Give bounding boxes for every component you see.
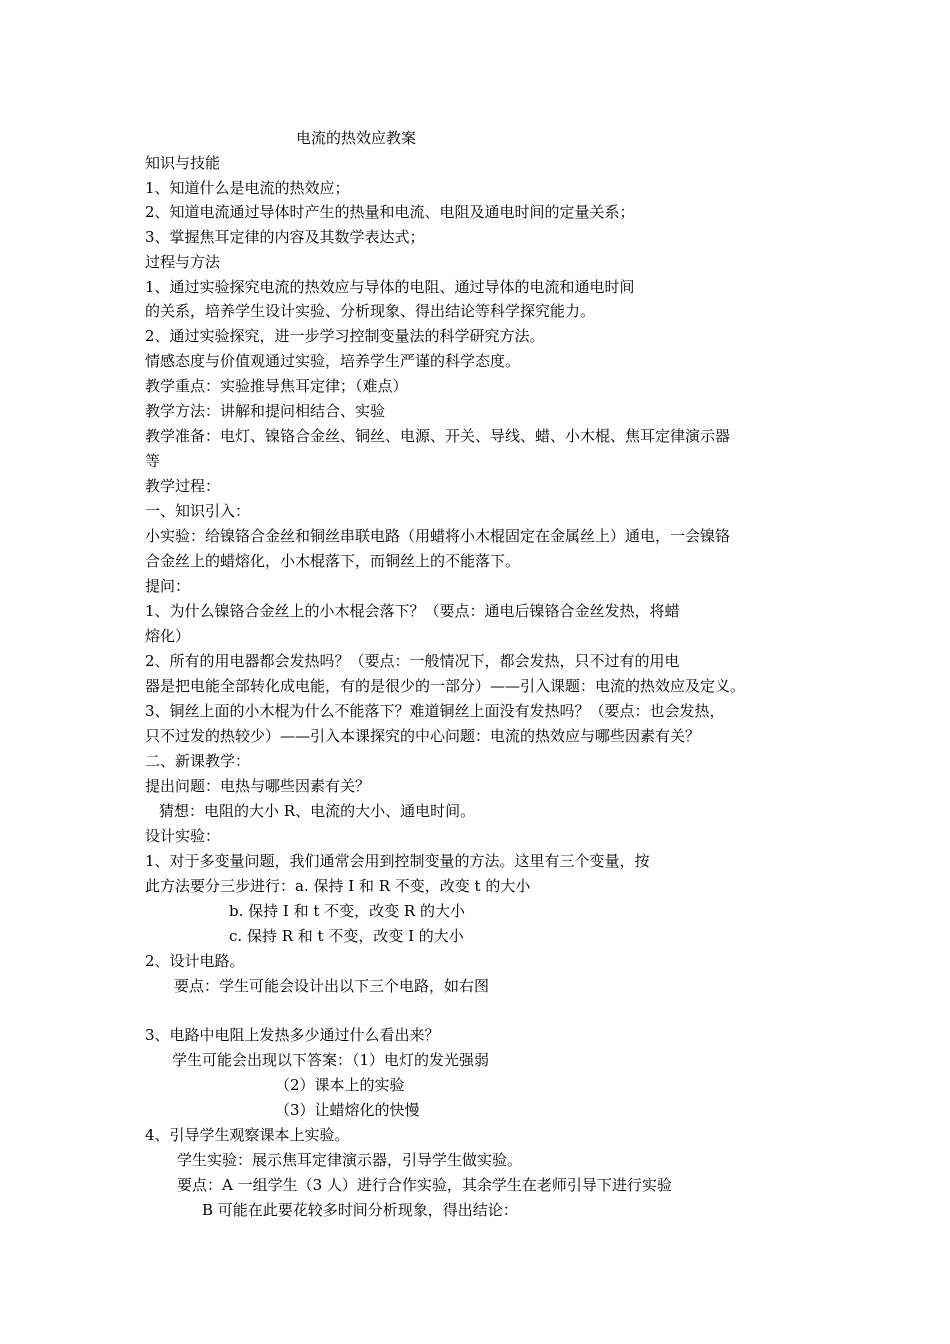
text-line: 提问： — [145, 577, 191, 595]
text-line: 情感态度与价值观通过实验，培养学生严谨的科学态度。 — [145, 352, 521, 370]
text-line: 学生可能会出现以下答案：（1）电灯的发光强弱 — [172, 1051, 490, 1069]
text-line: 教学过程： — [145, 477, 221, 495]
text-line: 设计实验： — [145, 827, 221, 845]
text-line: 教学准备：电灯、镍铬合金丝、铜丝、电源、开关、导线、蜡、小木棍、焦耳定律演示器 — [145, 427, 731, 445]
text-line: 3、电路中电阻上发热多少通过什么看出来？ — [145, 1026, 440, 1044]
text-line: 3、掌握焦耳定律的内容及其数学表达式； — [145, 228, 425, 246]
text-line: 的关系，培养学生设计实验、分析现象、得出结论等科学探究能力。 — [145, 302, 596, 320]
text-line: 合金丝上的蜡熔化，小木棍落下，而铜丝上的不能落下。 — [145, 552, 521, 570]
text-line: 1、对于多变量问题，我们通常会用到控制变量的方法。这里有三个变量，按 — [145, 852, 650, 870]
text-line: 教学方法：讲解和提问相结合、实验 — [145, 402, 386, 420]
text-line: 知识与技能 — [145, 154, 221, 172]
text-line: 4、引导学生观察课本上实验。 — [145, 1126, 350, 1144]
text-line: 器是把电能全部转化成电能，有的是很少的一部分）——引入课题：电流的热效应及定义。 — [145, 677, 746, 695]
text-line: 等 — [145, 452, 161, 470]
text-line: 过程与方法 — [145, 253, 221, 271]
text-line: 教学重点：实验推导焦耳定律；（难点） — [145, 377, 408, 395]
text-line: 学生实验：展示焦耳定律演示器，引导学生做实验。 — [177, 1151, 523, 1169]
text-line: 提出问题：电热与哪些因素有关？ — [145, 777, 371, 795]
document-title: 电流的热效应教案 — [296, 129, 417, 147]
text-line: 2、所有的用电器都会发热吗？（要点：一般情况下，都会发热，只不过有的用电 — [145, 652, 680, 670]
text-line: 二、新课教学： — [145, 752, 251, 770]
text-line: 1、知道什么是电流的热效应； — [145, 179, 350, 197]
text-line: 熔化） — [145, 627, 191, 645]
text-line: （3）让蜡熔化的快慢 — [275, 1101, 420, 1119]
text-line: 2、知道电流通过导体时产生的热量和电流、电阻及通电时间的定量关系； — [145, 203, 635, 221]
text-line: 要点：学生可能会设计出以下三个电路，如右图 — [174, 977, 490, 995]
text-line: 只不过发的热较少）——引入本课探究的中心问题：电流的热效应与哪些因素有关？ — [145, 727, 701, 745]
text-line: 小实验：给镍铬合金丝和铜丝串联电路（用蜡将小木棍固定在金属丝上）通电，一会镍铬 — [145, 527, 731, 545]
text-line: 2、通过实验探究，进一步学习控制变量法的科学研究方法。 — [145, 327, 545, 345]
text-line: b. 保持 I 和 t 不变，改变 R 的大小 — [229, 902, 465, 920]
text-line: 1、通过实验探究电流的热效应与导体的电阻、通过导体的电流和通电时间 — [145, 278, 635, 296]
text-line: （2）课本上的实验 — [275, 1076, 405, 1094]
text-line: c. 保持 R 和 t 不变，改变 I 的大小 — [229, 927, 464, 945]
text-line: 一、知识引入： — [145, 502, 251, 520]
text-line: 3、铜丝上面的小木棍为什么不能落下？难道铜丝上面没有发热吗？（要点：也会发热， — [145, 702, 725, 720]
text-line: 1、为什么镍铬合金丝上的小木棍会落下？（要点：通电后镍铬合金丝发热，将蜡 — [145, 602, 680, 620]
text-line: B 可能在此要花较多时间分析现象，得出结论： — [202, 1201, 518, 1219]
text-line: 此方法要分三步进行：a. 保持 I 和 R 不变，改变 t 的大小 — [145, 877, 531, 895]
text-line: 2、设计电路。 — [145, 952, 245, 970]
text-line: 猜想：电阻的大小 R、电流的大小、通电时间。 — [159, 802, 476, 820]
text-line: 要点：A 一组学生（3 人）进行合作实验，其余学生在老师引导下进行实验 — [177, 1176, 672, 1194]
